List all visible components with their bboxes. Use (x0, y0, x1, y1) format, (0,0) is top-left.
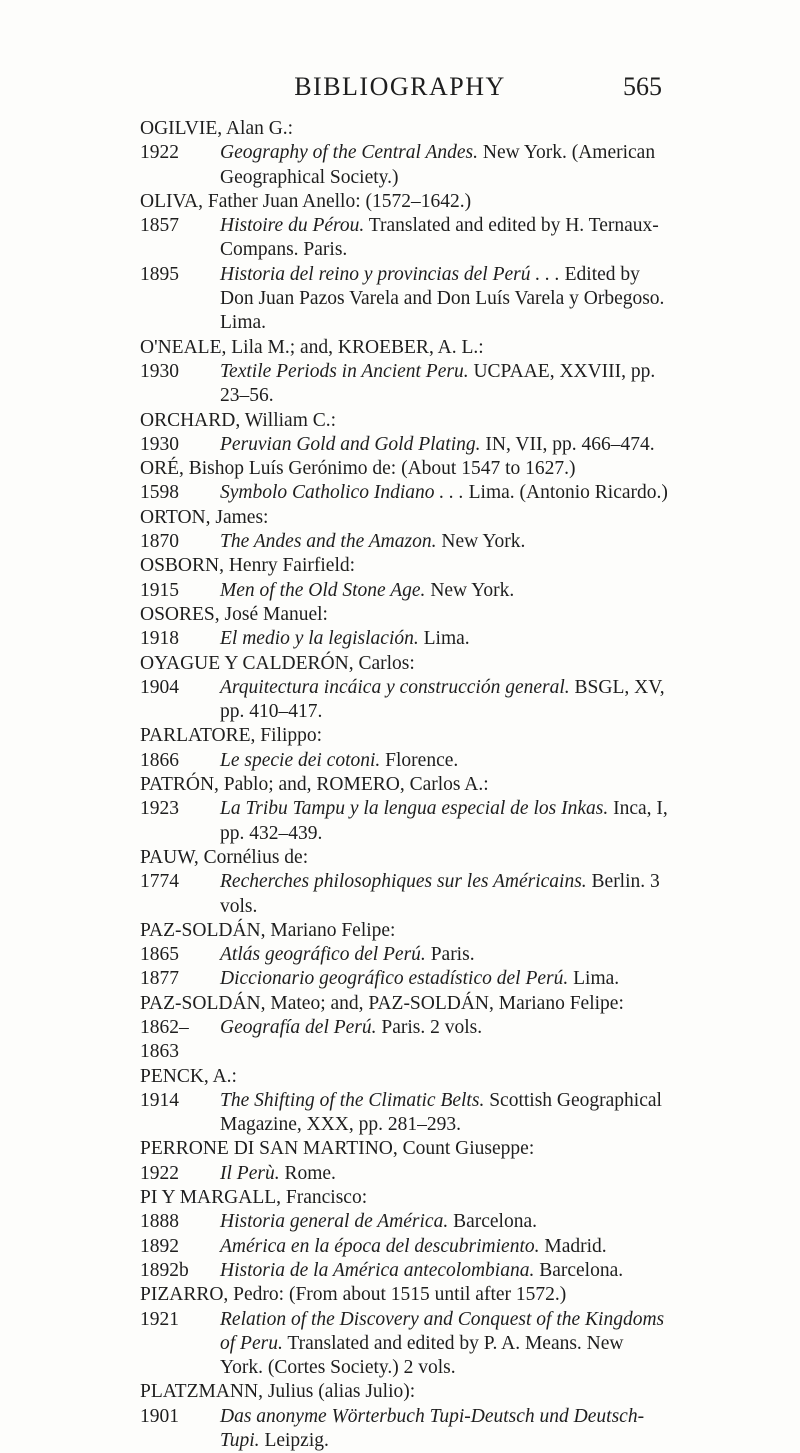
bibliography-entry (140, 992, 670, 1065)
work-description (220, 1405, 670, 1453)
bibliography-entry (140, 554, 670, 603)
work-details: Edited by Don Juan Pazos Varela and Don Luís Varela y Orbegoso. Lima. (220, 263, 665, 334)
work-description (220, 676, 670, 725)
work-details: Madrid. (539, 1235, 607, 1257)
work-description (220, 481, 670, 505)
work-title: La Tribu Tampu y la lengua especial de los Inkas. (220, 798, 609, 820)
entry-work (140, 1162, 670, 1186)
entry-author: OGILVIE, Alan G.: (140, 118, 294, 139)
entry-author: PERRONE DI SAN MARTINO, Count Giuseppe: (140, 1138, 535, 1160)
work-title: Peruvian Gold and Gold Plating. (220, 433, 481, 455)
entry-work (140, 1259, 670, 1283)
work-description (220, 214, 670, 263)
work-details: Leipzig. (259, 1430, 329, 1452)
work-description (220, 360, 670, 409)
bibliography-entry (140, 846, 670, 919)
entry-work (140, 360, 670, 409)
work-year: 1914 (140, 1089, 179, 1111)
work-description (220, 1162, 670, 1186)
work-title: América en la época del descubrimiento. (220, 1235, 540, 1257)
work-details: Lima. (568, 968, 620, 990)
entry-author: O'NEALE, Lila M.; and, KROEBER, A. L.: (140, 336, 484, 358)
bibliography-entry (140, 457, 670, 506)
bibliography-entry (140, 919, 670, 992)
work-title: The Andes and the Amazon. (220, 531, 437, 553)
running-title: BIBLIOGRAPHY (294, 72, 506, 101)
entry-author: OSORES, José Manuel: (140, 603, 328, 625)
work-year: 1892b (140, 1259, 189, 1281)
entry-author: PATRÓN, Pablo; and, ROMERO, Carlos A.: (140, 774, 489, 796)
work-details: Scottish Geographical Magazine, XXX, pp. 281–293. (220, 1089, 662, 1136)
entry-work (140, 214, 670, 263)
work-details: Inca, I, pp. 432–439. (220, 798, 668, 844)
entry-work (140, 579, 670, 603)
work-year: 1862–1863 (140, 1016, 189, 1063)
work-title: Men of the Old Stone Age. (220, 579, 426, 601)
bibliography-entry (140, 652, 670, 725)
bibliography-entry (140, 336, 670, 409)
bibliography-entry (140, 117, 670, 190)
entry-work (140, 967, 670, 991)
bibliography-entry (140, 409, 670, 458)
work-details: Paris. 2 vols. (376, 1016, 483, 1038)
work-year: 1598 (140, 482, 179, 504)
work-year: 1930 (140, 433, 179, 455)
work-description (220, 749, 670, 773)
work-title: Symbolo Catholico Indiano . . . (220, 482, 464, 504)
work-year: 1892 (140, 1235, 179, 1257)
entry-work (140, 433, 670, 457)
entry-author: PAZ-SOLDÁN, Mateo; and, PAZ-SOLDÁN, Mariano Felipe: (140, 992, 624, 1014)
work-description (220, 1016, 670, 1065)
entry-author: PLATZMANN, Julius (alias Julio): (140, 1381, 416, 1403)
entry-work (140, 141, 670, 190)
work-details: Barcelona. (534, 1259, 624, 1281)
work-year: 1901 (140, 1405, 179, 1427)
work-title: Historia general de América. (220, 1211, 449, 1233)
work-details: New York. (436, 531, 526, 553)
entry-work (140, 627, 670, 651)
entry-author: ORCHARD, William C.: (140, 409, 337, 431)
work-description (220, 1210, 670, 1234)
work-year: 1922 (140, 142, 179, 164)
entry-work (140, 263, 670, 336)
bibliography-entry (140, 724, 670, 773)
work-description (220, 1308, 670, 1381)
work-title: Arquitectura incáica y construcción general. (220, 676, 570, 698)
work-year: 1895 (140, 263, 179, 285)
work-description (220, 141, 670, 190)
work-description (220, 1235, 670, 1259)
work-description (220, 870, 670, 919)
work-description (220, 943, 670, 967)
work-details: Translated and edited by P. A. Means. New York. (Cortes Society.) 2 vols. (220, 1332, 624, 1379)
work-details: Paris. (425, 944, 475, 966)
work-details: New York. (American Geographical Society.) (220, 142, 656, 188)
page-number: 565 (623, 72, 662, 101)
work-description (220, 433, 670, 457)
work-details: BSGL, XV, pp. 410–417. (220, 676, 665, 723)
work-description (220, 579, 670, 603)
work-year: 1922 (140, 1162, 179, 1184)
work-year: 1915 (140, 579, 179, 601)
entry-author: OLIVA, Father Juan Anello: (1572–1642.) (140, 190, 472, 212)
work-description (220, 967, 670, 991)
work-details: Rome. (279, 1162, 336, 1184)
work-description (220, 797, 670, 846)
work-title: Relation of the Discovery and Conquest of the Kingdoms of Peru. (220, 1308, 665, 1354)
entry-work (140, 797, 670, 846)
work-description (220, 530, 670, 554)
work-year: 1918 (140, 628, 179, 650)
bibliography-entry (140, 1137, 670, 1186)
bibliography-entry (140, 773, 670, 846)
entry-work (140, 481, 670, 505)
work-year: 1774 (140, 871, 179, 893)
entry-author: ORÉ, Bishop Luís Gerónimo de: (About 1547 to 1627.) (140, 458, 576, 480)
work-title: Le specie dei cotoni. (220, 749, 381, 771)
work-title: El medio y la legislación. (220, 628, 419, 650)
work-title: Geography of the Central Andes. (220, 142, 478, 164)
work-details: Lima. (418, 628, 470, 650)
bibliography-list (140, 117, 670, 1453)
work-title: Historia de la América antecolombiana. (220, 1259, 535, 1281)
work-title: Geografía del Perú. (220, 1016, 377, 1038)
entry-work (140, 530, 670, 554)
work-year: 1865 (140, 944, 179, 966)
work-year: 1888 (140, 1211, 179, 1233)
bibliography-entry (140, 1283, 670, 1380)
bibliography-entry (140, 603, 670, 652)
entry-work (140, 1016, 670, 1065)
work-year: 1904 (140, 676, 179, 698)
entry-author: PAUW, Cornélius de: (140, 846, 309, 868)
page-header (0, 68, 800, 108)
entry-work (140, 1405, 670, 1453)
work-title: Historia del reino y provincias del Perú . . . (220, 263, 560, 285)
work-details: IN, VII, pp. 466–474. (480, 433, 655, 455)
entry-author: PIZARRO, Pedro: (From about 1515 until after 1572.) (140, 1284, 567, 1306)
entry-work (140, 676, 670, 725)
entry-author: PI Y MARGALL, Francisco: (140, 1187, 368, 1209)
work-year: 1930 (140, 360, 179, 382)
entry-author: ORTON, James: (140, 506, 269, 528)
work-details: Berlin. 3 vols. (220, 871, 660, 917)
entry-work (140, 1210, 670, 1234)
work-title: Atlás geográfico del Perú. (220, 944, 426, 966)
bibliography-entry (140, 1380, 670, 1453)
work-year: 1866 (140, 749, 179, 771)
entry-author: OSBORN, Henry Fairfield: (140, 555, 356, 577)
entry-author: PARLATORE, Filippo: (140, 725, 323, 747)
work-year: 1921 (140, 1308, 179, 1330)
work-description (220, 1089, 670, 1138)
entry-author: OYAGUE Y CALDERÓN, Carlos: (140, 652, 415, 674)
bibliography-entry (140, 1186, 670, 1283)
entry-work (140, 943, 670, 967)
work-title: Textile Periods in Ancient Peru. (220, 360, 469, 382)
work-title: Histoire du Pérou. (220, 215, 365, 237)
work-details: Translated and edited by H. Ternaux-Compans. Paris. (220, 215, 659, 261)
work-title: Il Perù. (220, 1162, 280, 1184)
bibliography-entry (140, 1065, 670, 1138)
work-title: Das anonyme Wörterbuch Tupi-Deutsch und Deutsch-Tupi. (220, 1405, 645, 1452)
work-title: Recherches philosophiques sur les Américains. (220, 871, 587, 893)
entry-work (140, 870, 670, 919)
entry-author: PENCK, A.: (140, 1065, 237, 1087)
work-description (220, 627, 670, 651)
bibliography-entry (140, 506, 670, 555)
entry-work (140, 1235, 670, 1259)
entry-author: PAZ-SOLDÁN, Mariano Felipe: (140, 919, 396, 941)
work-details: New York. (425, 579, 515, 601)
work-details: Florence. (380, 749, 459, 771)
work-details: UCPAAE, XXVIII, pp. 23–56. (220, 360, 656, 407)
work-title: The Shifting of the Climatic Belts. (220, 1089, 485, 1111)
work-year: 1857 (140, 215, 179, 237)
work-description (220, 263, 670, 336)
work-description (220, 1259, 670, 1283)
work-title: Diccionario geográfico estadístico del Perú. (220, 968, 569, 990)
work-year: 1923 (140, 798, 179, 820)
entry-work (140, 749, 670, 773)
entry-work (140, 1089, 670, 1138)
work-details: Lima. (Antonio Ricardo.) (463, 482, 668, 504)
work-details: Barcelona. (448, 1211, 537, 1233)
bibliography-entry (140, 190, 670, 336)
work-year: 1877 (140, 968, 179, 990)
entry-work (140, 1308, 670, 1381)
work-year: 1870 (140, 531, 179, 553)
